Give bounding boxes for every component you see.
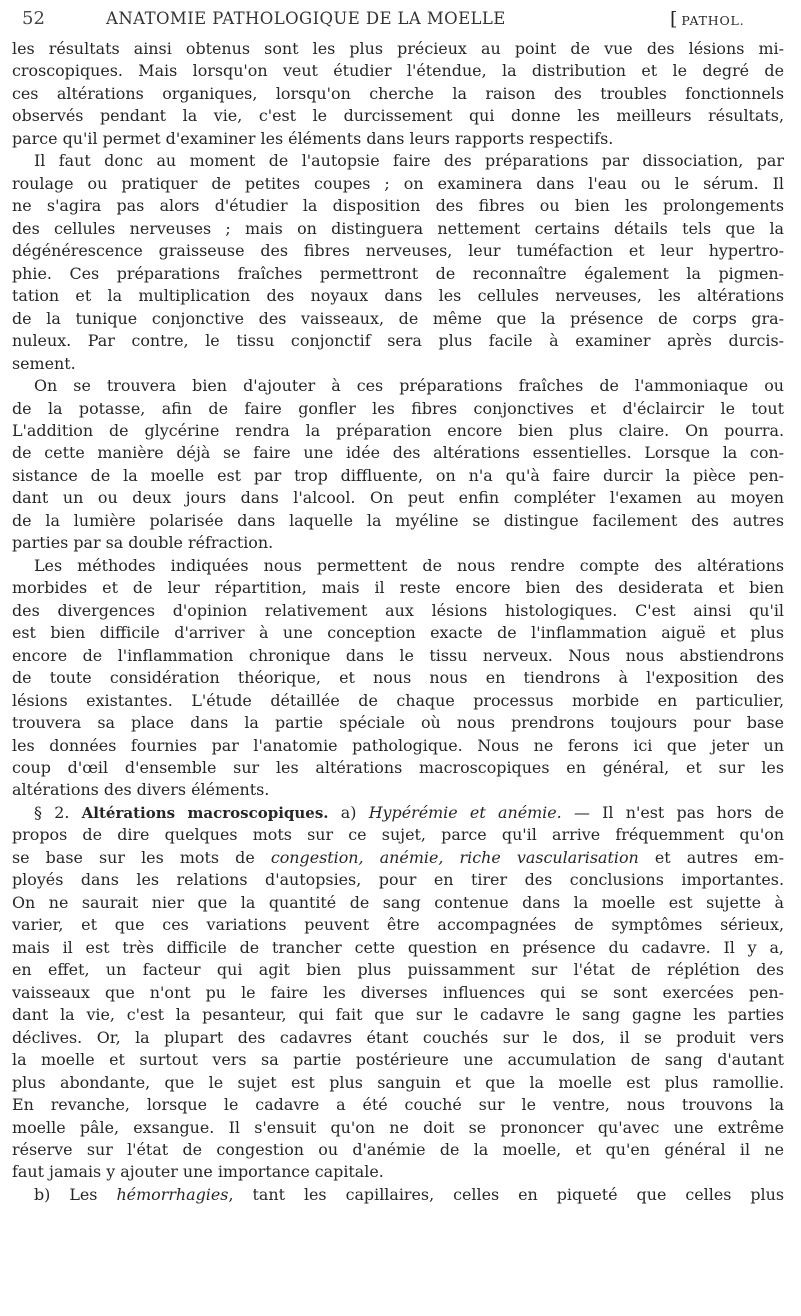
text-line: morbides et de leur répartition, mais il reste encore bien des desiderata et bien	[12, 578, 784, 598]
text-line	[12, 1184, 784, 1206]
text-line: de toute considération théorique, et nous nous en tiendrons à l'exposition des	[12, 668, 784, 688]
text-line: propos de dire quelques mots sur ce sujet, parce qu'il arrive fréquemment qu'on	[12, 825, 784, 845]
italic-term: hémorrhagies	[116, 1184, 229, 1204]
text-line: de la potasse, afin de faire gonfler les fibres conjonctives et d'éclaircir le tout	[12, 398, 784, 418]
text-line: On se trouvera bien d'ajouter à ces préparations fraîches de l'ammoniaque ou	[34, 376, 784, 396]
text-line: est bien difficile d'arriver à une conception exacte de l'inflammation aiguë et plus	[12, 623, 784, 643]
running-head-title: ANATOMIE PATHOLOGIQUE DE LA MOELLE	[106, 9, 506, 28]
text-line: les résultats ainsi obtenus sont les plus précieux au point de vue des lésions mi-	[12, 39, 784, 58]
body-text	[12, 38, 784, 1206]
text-line: croscopiques. Mais lorsqu'on veut étudier l'étendue, la distribution et le degré de	[12, 61, 784, 81]
text-line: en effet, un facteur qui agit bien plus puissamment sur l'état de réplétion des	[12, 960, 784, 980]
text-line: parce qu'il permet d'examiner les éléments dans leurs rapports respectifs.	[12, 128, 614, 148]
text-run: § 2.	[34, 802, 82, 822]
text-line: encore de l'inflammation chronique dans le tissu nerveux. Nous nous abstiendrons	[12, 645, 784, 665]
text-line: sistance de la moelle est par trop diffluente, on n'a qu'à faire durcir la pièce pen-	[12, 465, 784, 485]
text-run: a)	[328, 802, 369, 822]
text-line: de la lumière polarisée dans laquelle la myéline se distingue facilement des autres	[12, 510, 784, 530]
text-line: les données fournies par l'anatomie pathologique. Nous ne ferons ici que jeter un	[12, 735, 784, 755]
section-bracket: [	[670, 8, 678, 30]
text-run: b) Les	[34, 1184, 117, 1204]
text-line: faut jamais y ajouter une importance capitale.	[12, 1162, 384, 1182]
text-line: plus abondante, que le sujet est plus sanguin et que la moelle est plus ramollie.	[12, 1072, 784, 1092]
text-line: varier, et que ces variations peuvent être accompagnées de symptômes sérieux,	[12, 915, 784, 935]
text-line: de la tunique conjonctive des vaisseaux, de même que la présence de corps gra-	[12, 308, 784, 328]
text-line: dégénérescence graisseuse des fibres nerveuses, leur tuméfaction et leur hypertro-	[12, 241, 784, 261]
text-line: lésions existantes. L'étude détaillée de chaque processus morbide en particulier,	[12, 690, 784, 710]
text-line: ne s'agira pas alors d'étudier la disposition des fibres ou bien les prolongements	[12, 196, 784, 216]
text-line: observés pendant la vie, c'est le durcissement qui donne les meilleurs résultats,	[12, 106, 784, 126]
text-run: — Il n'est pas hors de	[561, 802, 784, 822]
text-line: moelle pâle, exsangue. Il s'ensuit qu'on ne doit se prononcer qu'avec une extrême	[12, 1117, 784, 1137]
text-line: dant un ou deux jours dans l'alcool. On peut enfin compléter l'examen au moyen	[12, 488, 784, 508]
text-line: coup d'œil d'ensemble sur les altérations macroscopiques en général, et sur les	[12, 758, 784, 777]
italic-term: Hypérémie et anémie.	[368, 802, 562, 822]
text-line: des divergences d'opinion relativement aux lésions histologiques. C'est ainsi qu'il	[12, 600, 784, 620]
text-line: L'addition de glycérine rendra la préparation encore bien plus claire. On pourra.	[12, 420, 784, 440]
italic-term: congestion, anémie, riche vascularisation	[270, 847, 639, 867]
text-line: parties par sa double réfraction.	[12, 533, 274, 553]
text-run: et autres em-	[638, 847, 784, 867]
text-line: phie. Ces préparations fraîches permettront de reconnaître également la pigmen-	[12, 263, 784, 283]
text-line: Les méthodes indiquées nous permettent de nous rendre compte des altérations	[34, 555, 784, 575]
text-line: ces altérations organiques, lorsqu'on cherche la raison des troubles fonctionnels	[12, 83, 784, 103]
section-label: PATHOL.	[681, 13, 745, 28]
text-line: déclives. Or, la plupart des cadavres étant couchés sur le dos, il se produit vers	[12, 1027, 784, 1047]
page-number: 52	[22, 8, 45, 29]
text-line: la moelle et surtout vers sa partie postérieure une accumulation de sang d'autant	[12, 1050, 784, 1070]
text-line: tation et la multiplication des noyaux dans les cellules nerveuses, les altérations	[12, 286, 784, 306]
text-line: altérations des divers éléments.	[12, 780, 270, 800]
text-line: roulage ou pratiquer de petites coupes ; on examinera dans l'eau ou le sérum. Il	[12, 173, 784, 193]
text-line: Il faut donc au moment de l'autopsie faire des préparations par dissociation, par	[34, 151, 784, 171]
section-heading: Altérations macroscopiques.	[81, 803, 329, 822]
text-run: se base sur les mots de	[12, 847, 271, 867]
text-line: réserve sur l'état de congestion ou d'anémie de la moelle, et qu'en général il ne	[12, 1139, 784, 1159]
running-head-section	[670, 6, 744, 34]
text-line: trouvera sa place dans la partie spéciale où nous prendrons toujours pour base	[12, 713, 784, 733]
text-line: On ne saurait nier que la quantité de sang contenue dans la moelle est sujette à	[12, 892, 784, 912]
text-line: des cellules nerveuses ; mais on distinguera nettement certains détails tels que la	[12, 218, 784, 238]
text-line: mais il est très difficile de trancher cette question en présence du cadavre. Il y a,	[12, 937, 784, 957]
text-line: En revanche, lorsque le cadavre a été couché sur le ventre, nous trouvons la	[12, 1095, 784, 1115]
text-line: de cette manière déjà se faire une idée des altérations essentielles. Lorsque la con-	[12, 443, 784, 463]
text-line	[12, 802, 784, 824]
text-line: sement.	[12, 353, 76, 373]
text-line: ployés dans les relations d'autopsies, pour en tirer des conclusions importantes.	[12, 870, 784, 890]
text-run: , tant les capillaires, celles en piqueté que celles plus	[228, 1184, 784, 1204]
text-line: dant la vie, c'est la pesanteur, qui fait que sur le cadavre le sang gagne les parties	[12, 1005, 784, 1025]
running-head	[22, 6, 782, 32]
text-line: nuleux. Par contre, le tissu conjonctif sera plus facile à examiner après durcis-	[12, 331, 784, 351]
text-line	[12, 847, 784, 869]
text-line: vaisseaux que n'ont pu le faire les diverses influences qui se sont exercées pen-	[12, 982, 784, 1002]
